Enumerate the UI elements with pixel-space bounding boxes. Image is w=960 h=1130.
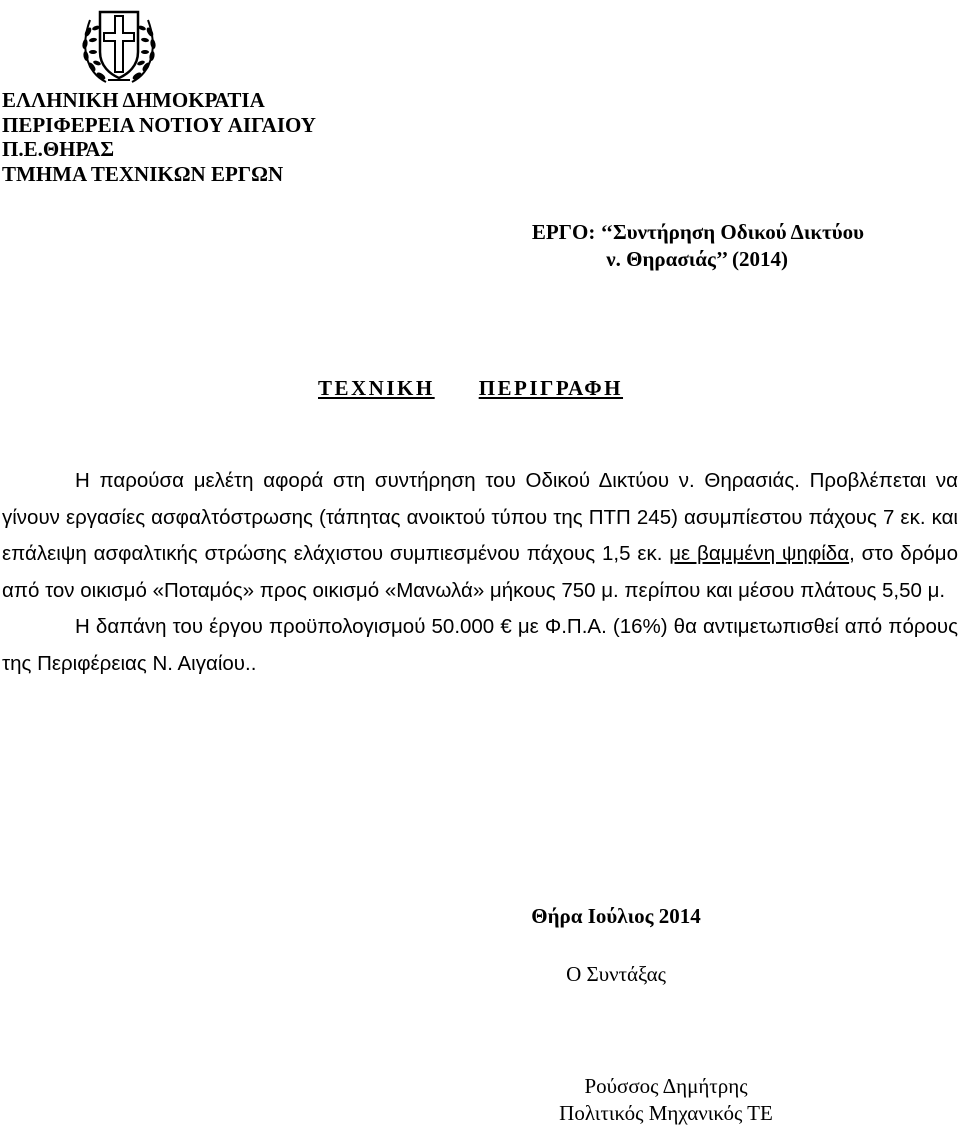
header-line-country: ΕΛΛΗΝΙΚΗ ΔΗΜΟΚΡΑΤΙΑ — [2, 88, 265, 112]
document-title — [318, 376, 623, 401]
title-word-1: ΤΕΧΝΙΚΗ — [318, 376, 435, 400]
header-line-unit: Π.Ε.ΘΗΡΑΣ — [2, 137, 115, 161]
signature-block — [0, 1073, 960, 1127]
author-role: Ο Συντάξας — [566, 962, 666, 986]
project-line-2: ν. Θηρασιάς’’ (2014) — [606, 247, 788, 271]
paragraph-scope-underlined: με βαμμένη ψηφίδα — [669, 542, 850, 565]
paragraph-budget: Η δαπάνη του έργου προϋπολογισμού 50.000 € με Φ.Π.Α. (16%) θα αντιμετωπισθεί από πόρους της Περιφέρειας Ν. Αιγαίου.. — [2, 615, 958, 675]
header-line-department: ΤΜΗΜΑ ΤΕΧΝΙΚΩΝ ΕΡΓΩΝ — [2, 161, 284, 186]
title-word-2: ΠΕΡΙΓΡΑΦΗ — [478, 376, 624, 400]
description-body — [2, 463, 958, 682]
header-line-region: ΠΕΡΙΦΕΡΕΙΑ ΝΟΤΙΟΥ ΑΙΓΑΙΟΥ — [2, 112, 316, 137]
place-date: Θήρα Ιούλιος 2014 — [531, 904, 701, 928]
greek-coat-of-arms-icon — [76, 2, 162, 88]
issuer-header — [2, 88, 316, 186]
project-heading — [532, 219, 864, 273]
project-line-1: ΕΡΓΟ: ‘‘Συντήρηση Οδικού Δικτύου — [531, 220, 864, 244]
author-profession: Πολιτικός Μηχανικός ΤΕ — [559, 1101, 773, 1125]
paragraph-scope — [2, 463, 958, 609]
author-name: Ρούσσος Δημήτρης — [584, 1074, 748, 1098]
paragraph-scope-end: , στο δρόμο από τον οικισμό «Ποταμός» προς οικισμό «Μανωλά» μήκους 750 μ. περίπου και μέσου πλάτους 5,50 μ. — [2, 542, 958, 602]
paragraph-scope-start: Η παρούσα μελέτη αφορά στη συντήρηση του Οδικού Δικτύου ν. Θηρασιάς. Προβλέπεται να γίνουν εργασίες ασφαλτόστρωσης (τάπητας ανοικτού τύπου της ΠΤΠ 245) ασυμπίεστου πάχους 7 εκ. και επάλειψη ασφαλτικής στρώσης ελάχιστου συμπιεσμένου πάχους 1,5 εκ. — [2, 469, 958, 565]
